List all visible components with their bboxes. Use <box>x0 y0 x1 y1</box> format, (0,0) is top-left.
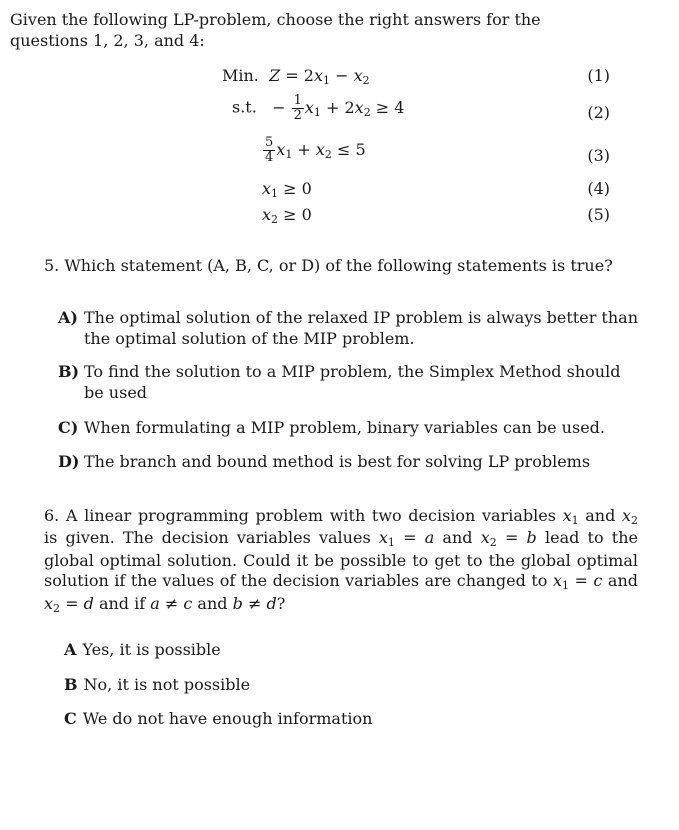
q5-option-d <box>58 452 648 473</box>
option-letter: B <box>64 675 78 694</box>
q5-option-a <box>58 308 648 350</box>
constraint-4-expression: $x_2 \ge 0$ <box>262 205 312 226</box>
st-label: s.t. <box>232 97 257 117</box>
option-text: When formulating a MIP problem, binary variables can be used. <box>84 418 605 437</box>
option-letter: C <box>64 709 77 728</box>
fraction-five-quarters: $\frac{5}{4}$ <box>265 135 274 165</box>
eq-number-2: (2) <box>587 103 610 122</box>
constraint-row-1 <box>232 94 404 122</box>
eq-number-3: (3) <box>587 146 610 165</box>
constraint-row-2 <box>262 136 366 164</box>
constraint-1-expression: − $\frac{1}{2}$ $x_1 + 2x_2 \ge 4$ <box>261 93 405 123</box>
option-letter: A <box>64 640 77 659</box>
eq-number-5: (5) <box>587 205 610 224</box>
option-letter: A) <box>58 308 78 327</box>
q5-option-b <box>58 362 648 404</box>
eq-number-1: (1) <box>587 66 610 85</box>
objective-row <box>222 66 370 88</box>
fraction-one-half: $\frac{1}{2}$ <box>293 93 302 123</box>
q6-option-a <box>64 640 221 661</box>
option-text: Yes, it is possible <box>82 640 221 659</box>
lp-problem <box>0 0 679 240</box>
option-letter: D) <box>58 452 80 471</box>
option-text: To find the solution to a MIP problem, the Simplex Method should be used <box>84 362 621 402</box>
intro-text: Given the following LP-problem, choose the right answers for the questions 1, 2, 3, and 4: <box>10 10 541 50</box>
option-letter: B) <box>58 362 80 381</box>
q6-option-b <box>64 675 250 696</box>
question-6: 6. A linear programming problem with two decision variables $x_1$ and $x_2$ is given. The decision variables values $x_1 = a$ and $x_2 = b$ lead to the global optimal solution. Could it be possible to get to the global optimal solution if the values of the decision variables are changed to $x_1 = c$ and $x_2 = d$ and if a ≠ c and b ≠ d? <box>44 506 639 615</box>
constraint-row-4 <box>262 205 312 227</box>
option-text: The optimal solution of the relaxed IP problem is always better than the optimal solution of the MIP problem. <box>84 308 638 348</box>
constraint-2-expression: $\frac{5}{4}$ $x_1 + x_2 \le 5$ <box>265 135 366 165</box>
option-text: The branch and bound method is best for solving LP problems <box>84 452 591 471</box>
option-letter: C) <box>58 418 79 437</box>
question-5: 5. Which statement (A, B, C, or D) of the following statements is true? <box>44 256 613 275</box>
eq-number-4: (4) <box>587 179 610 198</box>
objective-label: Min. <box>222 66 259 85</box>
q5-option-c <box>58 418 648 439</box>
q6-option-c <box>64 709 372 730</box>
option-text: No, it is not possible <box>83 675 251 694</box>
objective-expression: $Z = 2x_1 - x_2$ <box>269 66 370 87</box>
option-text: We do not have enough information <box>82 709 373 728</box>
constraint-3-expression: $x_1 \ge 0$ <box>262 179 312 200</box>
constraint-row-3 <box>262 179 312 201</box>
